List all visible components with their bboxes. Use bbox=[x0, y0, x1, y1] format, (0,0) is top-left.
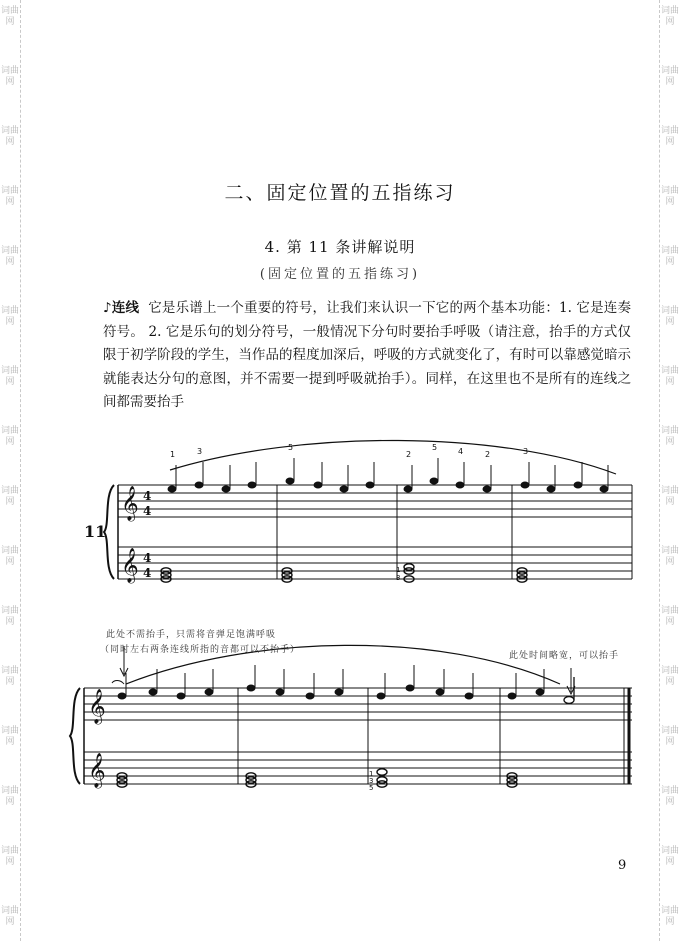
watermark: 词曲网 bbox=[660, 6, 679, 27]
watermark: 词曲网 bbox=[0, 786, 19, 807]
watermark: 词曲网 bbox=[0, 186, 19, 207]
fingering: 3 bbox=[396, 574, 401, 582]
fingering: 3 bbox=[197, 447, 203, 456]
treble-notes-2 bbox=[118, 665, 544, 699]
fingering: 3 bbox=[369, 777, 374, 785]
watermark: 词曲网 bbox=[660, 726, 679, 747]
treble-clef-icon: 𝄞 bbox=[121, 486, 139, 521]
treble-clef-icon: 𝄞 bbox=[88, 689, 106, 724]
section-title: 4. 第 11 条讲解说明 bbox=[264, 238, 416, 256]
watermark: 词曲网 bbox=[0, 126, 19, 147]
fingering: 1 bbox=[396, 566, 401, 574]
watermark: 词曲网 bbox=[0, 246, 19, 267]
chord-fingerings-2 bbox=[369, 770, 373, 792]
watermark: 词曲网 bbox=[0, 846, 19, 867]
watermark: 词曲网 bbox=[0, 906, 19, 927]
treble-notes-1 bbox=[168, 458, 608, 492]
watermark: 词曲网 bbox=[0, 726, 19, 747]
watermark: 词曲网 bbox=[660, 846, 679, 867]
chapter-title: 二、固定位置的五指练习 bbox=[224, 182, 456, 204]
score-system-1 bbox=[104, 440, 632, 579]
watermark: 词曲网 bbox=[0, 546, 19, 567]
time-signature-bottom: 4 bbox=[143, 566, 152, 580]
watermark: 词曲网 bbox=[0, 66, 19, 87]
fingering: 3 bbox=[523, 447, 529, 456]
time-signature-top: 4 bbox=[143, 551, 152, 565]
page-number: 9 bbox=[618, 858, 627, 873]
subsection-title: (固定位置的五指练习) bbox=[259, 267, 421, 282]
time-signature-bottom: 4 bbox=[143, 504, 152, 518]
watermark: 词曲网 bbox=[0, 306, 19, 327]
watermark: 词曲网 bbox=[660, 546, 679, 567]
watermark: 词曲网 bbox=[660, 786, 679, 807]
fingering: 2 bbox=[485, 450, 491, 459]
score-system-2 bbox=[70, 645, 632, 784]
chord-fingerings-1 bbox=[396, 566, 400, 582]
watermark: 词曲网 bbox=[660, 906, 679, 927]
watermark: 词曲网 bbox=[660, 66, 679, 87]
watermark: 词曲网 bbox=[660, 366, 679, 387]
term-label: 连线 bbox=[111, 300, 140, 316]
exercise-number: 11 bbox=[84, 522, 107, 541]
annotation-no-lift: 此处不需抬手，只需将音弹足饱满呼吸 bbox=[106, 630, 277, 640]
fingering: 2 bbox=[406, 450, 412, 459]
watermark: 词曲网 bbox=[660, 246, 679, 267]
watermark: 词曲网 bbox=[0, 486, 19, 507]
annotation-can-lift: 此处时间略宽，可以抬手 bbox=[509, 651, 620, 661]
fingering: 1 bbox=[369, 770, 374, 778]
fingering: 5 bbox=[369, 784, 374, 792]
watermark: 词曲网 bbox=[660, 426, 679, 447]
watermark: 词曲网 bbox=[660, 126, 679, 147]
watermark: 词曲网 bbox=[660, 606, 679, 627]
watermark: 词曲网 bbox=[0, 606, 19, 627]
paragraph-text: 它是乐谱上一个重要的符号，让我们来认识一下它的两个基本功能：1. 它是连奏符号。 2. 它是乐句的划分符号，一般情况下分句时要抬手呼吸（请注意，抬手的方式仅限于初学阶段的学生，当作品的程度加深后，呼吸的方式就变化了，有时可以靠感觉暗示就能表达分句的意图，并不需要一提到呼吸就抬手）。同样，在这里也不是所有的连线之间都需要抬手 bbox=[103, 300, 631, 410]
treble-clef-icon: 𝄞 bbox=[88, 753, 106, 788]
watermark: 词曲网 bbox=[660, 306, 679, 327]
annotation-both-slurs: （同时左右两条连线所指的音都可以不抬手） bbox=[100, 645, 301, 655]
time-signature-top: 4 bbox=[143, 489, 152, 503]
clef-2 bbox=[88, 689, 106, 789]
treble-clef-icon: 𝄞 bbox=[121, 548, 139, 583]
fingering: 1 bbox=[170, 450, 176, 459]
fingering: 5 bbox=[288, 443, 294, 452]
watermark: 词曲网 bbox=[0, 366, 19, 387]
fingering: 4 bbox=[458, 447, 464, 456]
watermark: 词曲网 bbox=[660, 186, 679, 207]
watermark: 词曲网 bbox=[0, 666, 19, 687]
watermark: 词曲网 bbox=[0, 6, 19, 27]
eighth-note-icon: ♪ bbox=[103, 300, 112, 316]
fingering: 5 bbox=[432, 443, 438, 452]
watermark: 词曲网 bbox=[0, 426, 19, 447]
watermark: 词曲网 bbox=[660, 486, 679, 507]
watermark: 词曲网 bbox=[660, 666, 679, 687]
